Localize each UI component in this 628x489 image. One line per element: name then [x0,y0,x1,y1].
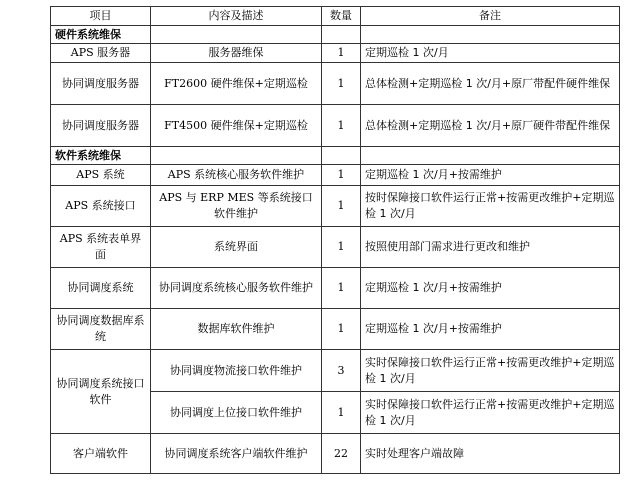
cell-note: 实时保障接口软件运行正常+按需更改维护+定期巡检 1 次/月 [361,350,620,392]
cell-qty: 1 [322,63,361,105]
cell-qty: 22 [322,434,361,474]
cell-desc: 系统界面 [151,227,322,268]
cell-note: 实时保障接口软件运行正常+按需更改维护+定期巡检 1 次/月 [361,392,620,434]
section-software: 软件系统维保 [51,147,151,165]
cell-desc: APS 与 ERP MES 等系统接口软件维护 [151,186,322,227]
cell-qty: 3 [322,350,361,392]
cell-qty: 1 [322,227,361,268]
cell-item: APS 系统表单界面 [51,227,151,268]
table-row [51,227,620,268]
cell-item: 协同调度系统 [51,268,151,309]
cell-note: 总体检测+定期巡检 1 次/月+原厂硬件带配件维保 [361,105,620,147]
header-row [51,7,620,26]
cell-item: APS 服务器 [51,44,151,63]
cell-qty: 1 [322,165,361,186]
cell-item: 协同调度系统接口软件 [51,350,151,434]
section-hardware: 硬件系统维保 [51,26,151,44]
cell-desc: 协同调度系统核心服务软件维护 [151,268,322,309]
cell-note: 按照使用部门需求进行更改和维护 [361,227,620,268]
cell-item: 协同调度服务器 [51,105,151,147]
cell-qty: 1 [322,392,361,434]
cell-desc: APS 系统核心服务软件维护 [151,165,322,186]
cell-qty: 1 [322,105,361,147]
cell-note: 定期巡检 1 次/月+按需维护 [361,268,620,309]
cell-desc: FT2600 硬件维保+定期巡检 [151,63,322,105]
header-qty: 数量 [322,7,361,26]
section-row [51,26,620,44]
cell-desc: 服务器维保 [151,44,322,63]
cell-item: 协同调度数据库系统 [51,309,151,350]
cell-item: 协同调度服务器 [51,63,151,105]
cell-note: 定期巡检 1 次/月 [361,44,620,63]
table-row [51,63,620,105]
cell-qty: 1 [322,186,361,227]
table-row [51,165,620,186]
cell-item: APS 系统接口 [51,186,151,227]
table-row [51,105,620,147]
section-row [51,147,620,165]
maintenance-table [50,6,620,474]
cell-note: 定期巡检 1 次/月+按需维护 [361,309,620,350]
cell-qty: 1 [322,44,361,63]
header-desc: 内容及描述 [151,7,322,26]
table-row [51,44,620,63]
cell-qty: 1 [322,309,361,350]
cell-item: 客户端软件 [51,434,151,474]
cell-note: 定期巡检 1 次/月+按需维护 [361,165,620,186]
table-row [51,186,620,227]
cell-desc: 数据库软件维护 [151,309,322,350]
table-row [51,309,620,350]
table-row [51,268,620,309]
cell-item: APS 系统 [51,165,151,186]
cell-qty: 1 [322,268,361,309]
cell-note: 实时处理客户端故障 [361,434,620,474]
cell-desc: 协同调度系统客户端软件维护 [151,434,322,474]
header-item: 项目 [51,7,151,26]
cell-note: 按时保障接口软件运行正常+按需更改维护+定期巡检 1 次/月 [361,186,620,227]
header-note: 备注 [361,7,620,26]
cell-desc: 协同调度物流接口软件维护 [151,350,322,392]
cell-note: 总体检测+定期巡检 1 次/月+原厂带配件硬件维保 [361,63,620,105]
cell-desc: 协同调度上位接口软件维护 [151,392,322,434]
table-row [51,350,620,392]
table-row [51,434,620,474]
cell-desc: FT4500 硬件维保+定期巡检 [151,105,322,147]
